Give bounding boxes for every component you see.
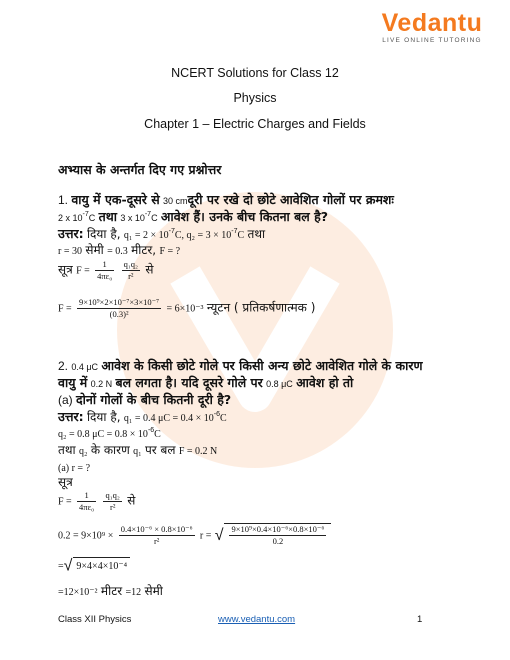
q1-question-line1: 1. वायु में एक-दूसरे से 30 cmदूरी पर रखे दो छोटे आवेशित गोलों पर क्रमशः — [58, 192, 394, 207]
q1-distance: 30 cm — [163, 196, 188, 206]
q2-formula: F = $\frac{1}{\text{4πε₀}}$ $\frac{\text{q₁q₂}}{\text{r²}}$ से — [58, 490, 136, 512]
doc-subject: Physics — [233, 91, 277, 105]
q2-result: =12×10⁻² मीटर =12 सेमी — [58, 584, 163, 598]
q2-sqrt-line: =√ 9×4×4×10⁻⁴ — [58, 557, 470, 575]
q2-question-line2: वायु में 0.2 N बल लगता है। यदि दूसरे गोले पर 0.8 μC आवेश हो तो — [58, 375, 354, 390]
q2-question-line1: 2. 0.4 μC आवेश के किसी छोटे गोले पर किसी अन्य छोटे आवेशित गोले के कारण — [58, 358, 423, 373]
sqrt-icon: √ — [63, 557, 73, 575]
q1-answer-line2: r = 30 सेमी = 0.3 मीटर, F = ? — [58, 243, 181, 257]
footer-link-wrap — [218, 614, 295, 625]
doc-chapter: Chapter 1 – Electric Charges and Fields — [144, 117, 366, 131]
answer-label: उत्तर: — [58, 226, 84, 241]
footer-class-label: Class XII Physics — [58, 614, 132, 625]
q1-formula: सूत्र F = $\frac{1}{\text{4πε₀}}$ $\frac{\text{q₁q₂}}{\text{r²}}$ से — [58, 259, 154, 281]
q2-sutra: सूत्र — [58, 475, 73, 489]
q2-question-line3: (a) दोनों गोलों के बीच कितनी दूरी है? — [58, 392, 232, 407]
doc-title: NCERT Solutions for Class 12 — [171, 66, 339, 80]
q2-answer-line3: तथा q₂ के कारण q₁ पर बल F = 0.2 N — [58, 443, 218, 457]
logo-tagline: LIVE ONLINE TUTORING — [382, 37, 482, 44]
q2-calculation: 0.2 = 9×10⁹ × $\frac{\text{0.4×10⁻⁶ × 0.8×10⁻⁶}}{\text{r²}}$ r = √ $\frac{\text{9×10⁹×0.4×10⁻⁶×0.8×10⁻⁶}}{0.2}$ — [58, 523, 470, 547]
q1-answer-line1: उत्तर: दिया है, $q_1 = 2 \times 10^{-7}C$, $q_2 = 3 \times 10^{-7}C$ तथा — [58, 226, 266, 241]
q2-answer-line1: उत्तर: दिया है, q₁ = 0.4 $\mu C = 0.4 \times 10^{-6}C$ — [58, 409, 227, 424]
q1-question-line2: 2 x $10^{-7}C$ तथा 3 x $10^{-7}C$ आवेश हैं। उनके बीच कितना बल है? — [58, 209, 328, 224]
q1-number: 1. — [58, 193, 69, 207]
section-title: अभ्यास के अन्तर्गत दिए गए प्रश्नोत्तर — [58, 162, 222, 177]
q2-answer-line4: (a) r = ? — [58, 463, 91, 474]
q2-answer-line2: q₂ = 0.8 $\mu C = 0.8 \times 10^{-6}C$ — [58, 427, 161, 440]
page-number: 1 — [417, 614, 423, 625]
vedantu-logo — [374, 10, 490, 44]
q2-number: 2. — [58, 359, 69, 373]
footer-website-link[interactable]: www.vedantu.com — [218, 614, 296, 625]
sqrt-icon: √ — [214, 527, 224, 544]
q1-calculation: F = $\frac{\text{9×10⁹×2×10⁻⁷×3×10⁻⁷}}{\text{(0.3)²}}$ = 6×10⁻³ न्यूटन ( प्रतिकर्षणात्मक ) — [58, 297, 316, 319]
logo-wordmark: Vedantu — [381, 9, 483, 37]
